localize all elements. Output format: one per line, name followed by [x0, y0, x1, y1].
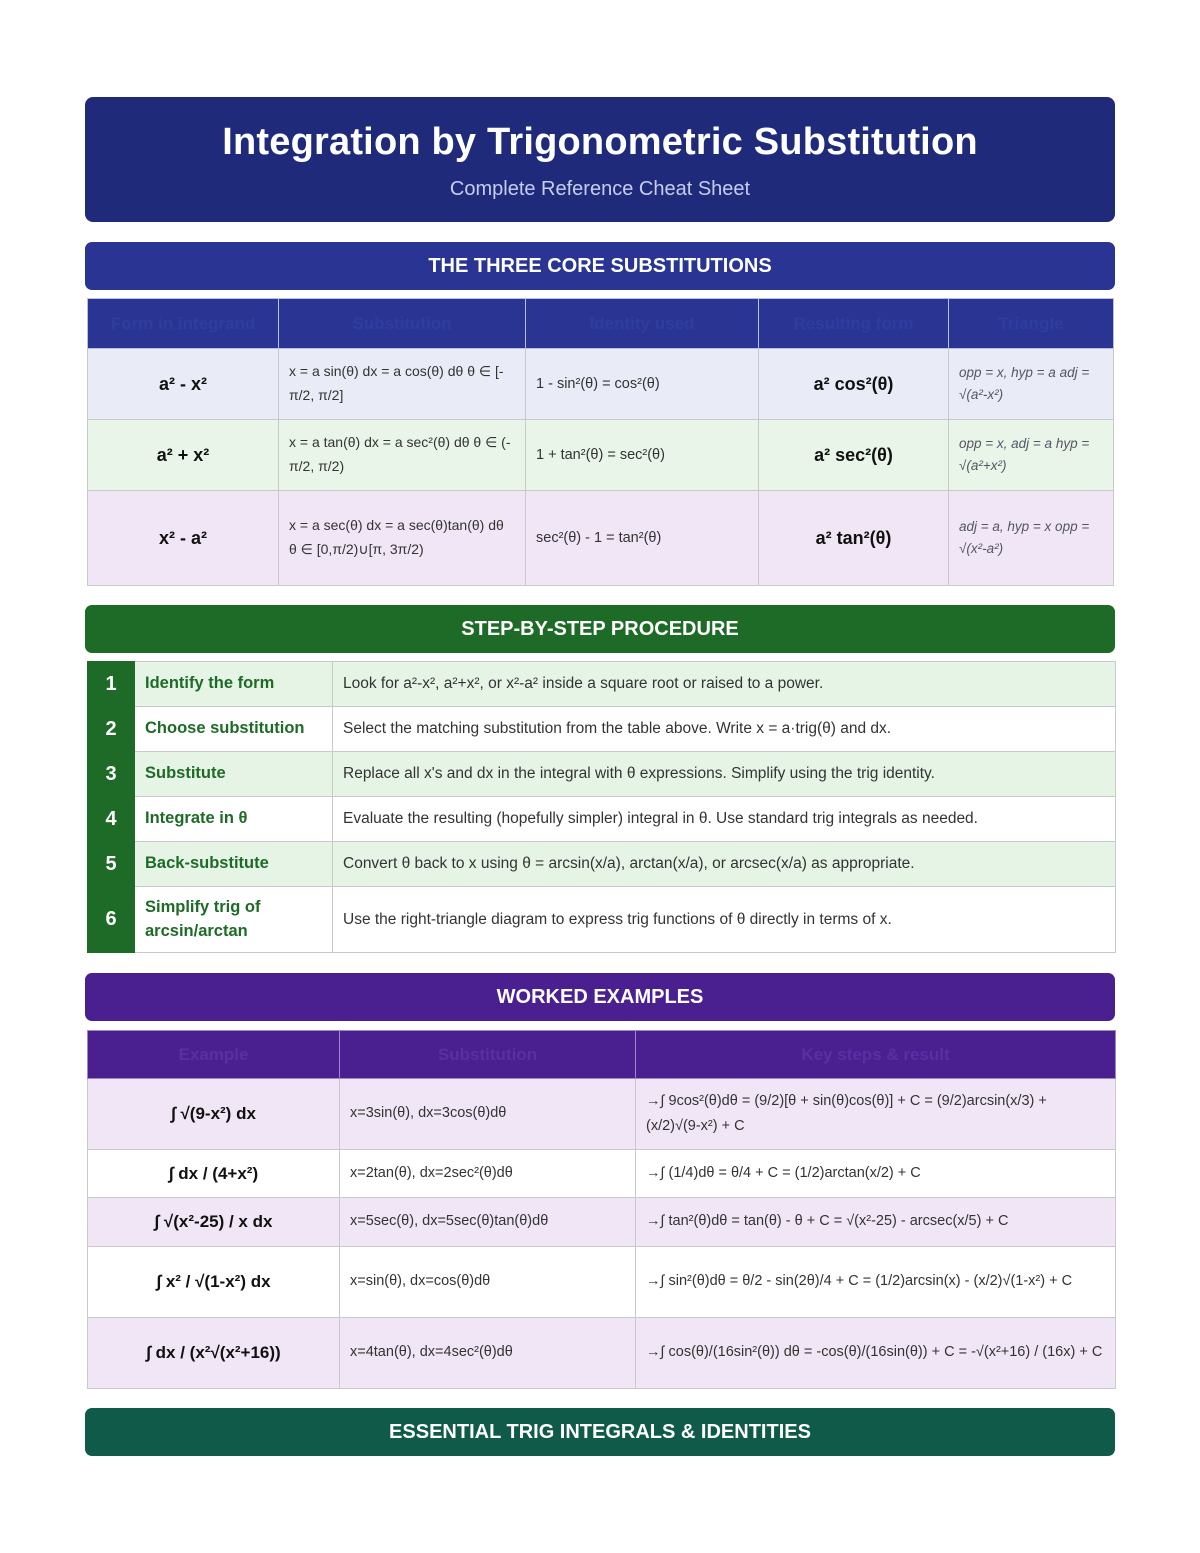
- example-integral: ∫ √(9-x²) dx: [88, 1079, 340, 1150]
- title-banner: [85, 97, 1115, 222]
- worked-examples-table: [87, 1030, 1116, 1389]
- section-header-examples: WORKED EXAMPLES: [85, 973, 1115, 1021]
- section-header-essentials: ESSENTIAL TRIG INTEGRALS & IDENTITIES: [85, 1408, 1115, 1456]
- table-row: [88, 1079, 1116, 1150]
- step-description: Look for a²-x², a²+x², or x²-a² inside a square root or raised to a power.: [333, 662, 1116, 707]
- column-header: Example: [88, 1031, 340, 1079]
- example-substitution: x=3sin(θ), dx=3cos(θ)dθ: [340, 1079, 636, 1150]
- table-row: [88, 1247, 1116, 1318]
- example-integral: ∫ dx / (4+x²): [88, 1150, 340, 1198]
- table-row: [88, 420, 1114, 491]
- result-cell: a² sec²(θ): [759, 420, 949, 491]
- integrand-form: a² + x²: [88, 420, 279, 491]
- example-substitution: x=2tan(θ), dx=2sec²(θ)dθ: [340, 1150, 636, 1198]
- table-row: [88, 1198, 1116, 1247]
- procedure-steps-table: [87, 661, 1116, 953]
- substitution-cell: x = a sec(θ) dx = a sec(θ)tan(θ) dθ θ ∈ [0,π/2)∪[π, 3π/2): [279, 491, 526, 586]
- step-name: Simplify trig of arcsin/arctan: [135, 887, 333, 953]
- triangle-cell: opp = x, hyp = a adj = √(a²-x²): [949, 349, 1114, 420]
- integrand-form: x² - a²: [88, 491, 279, 586]
- step-row: [88, 707, 1116, 752]
- table-row: [88, 1318, 1116, 1389]
- identity-cell: 1 - sin²(θ) = cos²(θ): [526, 349, 759, 420]
- table-row: [88, 1150, 1116, 1198]
- page-title: Integration by Trigonometric Substitution: [222, 121, 978, 163]
- step-row: [88, 842, 1116, 887]
- result-cell: a² cos²(θ): [759, 349, 949, 420]
- step-description: Replace all x's and dx in the integral with θ expressions. Simplify using the trig identity.: [333, 752, 1116, 797]
- substitution-cell: x = a sin(θ) dx = a cos(θ) dθ θ ∈ [-π/2, π/2]: [279, 349, 526, 420]
- example-integral: ∫ √(x²-25) / x dx: [88, 1198, 340, 1247]
- step-name: Identify the form: [135, 662, 333, 707]
- section-header-steps: STEP-BY-STEP PROCEDURE: [85, 605, 1115, 653]
- example-result: →∫ cos(θ)/(16sin²(θ)) dθ = -cos(θ)/(16sin(θ)) + C = -√(x²+16) / (16x) + C: [636, 1318, 1116, 1389]
- identity-cell: 1 + tan²(θ) = sec²(θ): [526, 420, 759, 491]
- step-number: 3: [88, 752, 135, 797]
- step-row: [88, 797, 1116, 842]
- step-description: Select the matching substitution from the table above. Write x = a·trig(θ) and dx.: [333, 707, 1116, 752]
- step-name: Choose substitution: [135, 707, 333, 752]
- triangle-cell: adj = a, hyp = x opp = √(x²-a²): [949, 491, 1114, 586]
- integrand-form: a² - x²: [88, 349, 279, 420]
- column-header: Triangle: [949, 299, 1114, 349]
- step-name: Substitute: [135, 752, 333, 797]
- example-result: →∫ sin²(θ)dθ = θ/2 - sin(2θ)/4 + C = (1/2)arcsin(x) - (x/2)√(1-x²) + C: [636, 1247, 1116, 1318]
- step-number: 1: [88, 662, 135, 707]
- example-substitution: x=4tan(θ), dx=4sec²(θ)dθ: [340, 1318, 636, 1389]
- triangle-cell: opp = x, adj = a hyp = √(a²+x²): [949, 420, 1114, 491]
- table-row: [88, 349, 1114, 420]
- example-result: →∫ tan²(θ)dθ = tan(θ) - θ + C = √(x²-25) - arcsec(x/5) + C: [636, 1198, 1116, 1247]
- step-row: [88, 887, 1116, 953]
- column-header: Key steps & result: [636, 1031, 1116, 1079]
- example-result: →∫ (1/4)dθ = θ/4 + C = (1/2)arctan(x/2) + C: [636, 1150, 1116, 1198]
- step-name: Integrate in θ: [135, 797, 333, 842]
- step-row: [88, 752, 1116, 797]
- step-number: 4: [88, 797, 135, 842]
- column-header: Identity used: [526, 299, 759, 349]
- page-subtitle: Complete Reference Cheat Sheet: [449, 178, 751, 200]
- result-cell: a² tan²(θ): [759, 491, 949, 586]
- example-substitution: x=5sec(θ), dx=5sec(θ)tan(θ)dθ: [340, 1198, 636, 1247]
- column-header: Resulting form: [759, 299, 949, 349]
- table-row: [88, 491, 1114, 586]
- step-description: Use the right-triangle diagram to express trig functions of θ directly in terms of x.: [333, 887, 1116, 953]
- column-header: Substitution: [340, 1031, 636, 1079]
- example-integral: ∫ dx / (x²√(x²+16)): [88, 1318, 340, 1389]
- section-header-core: THE THREE CORE SUBSTITUTIONS: [85, 242, 1115, 290]
- substitution-cell: x = a tan(θ) dx = a sec²(θ) dθ θ ∈ (-π/2, π/2): [279, 420, 526, 491]
- example-substitution: x=sin(θ), dx=cos(θ)dθ: [340, 1247, 636, 1318]
- step-name: Back-substitute: [135, 842, 333, 887]
- step-number: 6: [88, 887, 135, 953]
- step-number: 5: [88, 842, 135, 887]
- example-result: →∫ 9cos²(θ)dθ = (9/2)[θ + sin(θ)cos(θ)] + C = (9/2)arcsin(x/3) + (x/2)√(9-x²) + C: [636, 1079, 1116, 1150]
- step-number: 2: [88, 707, 135, 752]
- step-description: Convert θ back to x using θ = arcsin(x/a), arctan(x/a), or arcsec(x/a) as appropriate.: [333, 842, 1116, 887]
- column-header: Form in integrand: [88, 299, 279, 349]
- step-row: [88, 662, 1116, 707]
- step-description: Evaluate the resulting (hopefully simpler) integral in θ. Use standard trig integrals as needed.: [333, 797, 1116, 842]
- example-integral: ∫ x² / √(1-x²) dx: [88, 1247, 340, 1318]
- identity-cell: sec²(θ) - 1 = tan²(θ): [526, 491, 759, 586]
- core-substitutions-table: [87, 298, 1114, 586]
- column-header: Substitution: [279, 299, 526, 349]
